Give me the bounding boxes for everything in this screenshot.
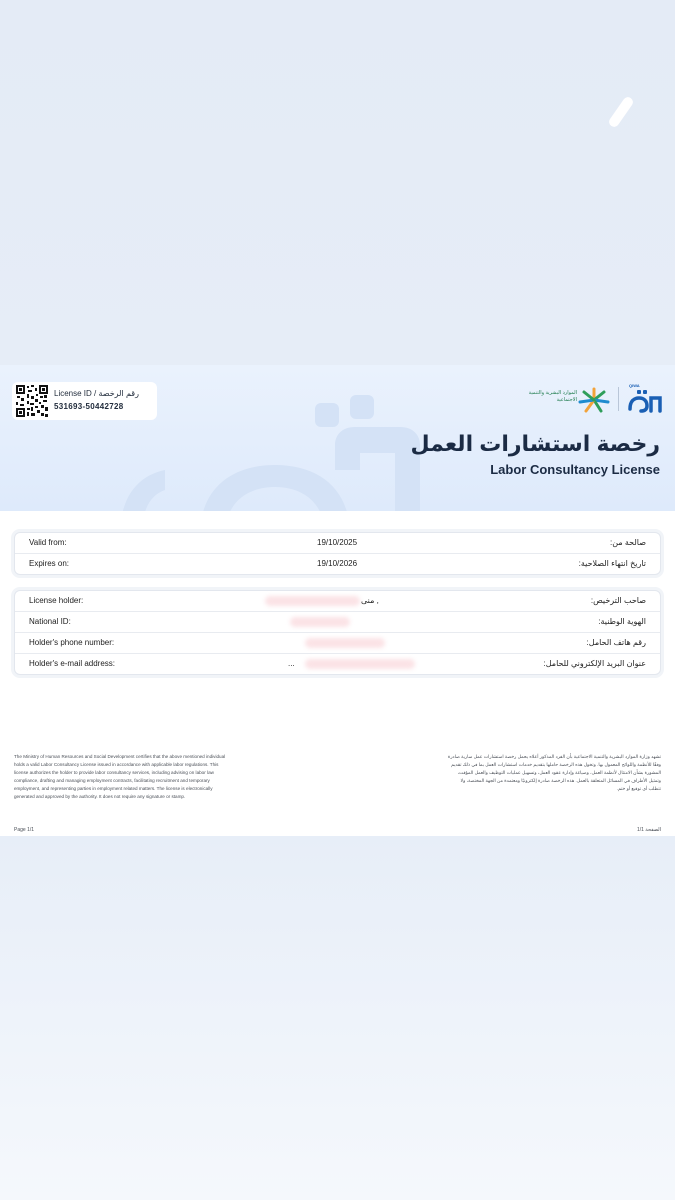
redaction-blur	[290, 617, 350, 627]
bottom-background	[0, 836, 675, 1200]
row-value: 19/10/2026	[317, 559, 358, 568]
license-id-value: 531693-50442728	[54, 402, 124, 411]
footer-text-english: The Ministry of Human Resources and Social Development certifies that the above mentioned individual holds a valid Labor Consultancy License issued in accordance with applicable labor regulations. This license authorizes the holder to provide labor consultancy services, including advising on labor law compliance, drafting and managing employment contracts, facilitating recruitment and temporary employment, and representing parties in employment related matters. The license is electronically generated and approved by the authority. It does not require any signature or stamp.	[14, 754, 226, 799]
slash-mark	[607, 95, 635, 129]
row-label-ar: رقم هاتف الحامل:	[586, 638, 646, 647]
qiwa-label: QIWA	[629, 383, 640, 388]
qiwa-logo-icon	[627, 389, 663, 413]
title-english: Labor Consultancy License	[490, 462, 660, 477]
table-row	[15, 633, 660, 654]
top-background	[0, 0, 675, 365]
row-label-ar: الهوية الوطنية:	[598, 617, 646, 626]
qiwa-watermark-icon	[110, 395, 430, 511]
license-sheet	[0, 511, 675, 836]
logo-divider	[618, 387, 619, 411]
row-value: ...	[288, 659, 295, 668]
table-row	[15, 591, 660, 612]
license-id-label: License ID / رقم الرخصة	[54, 389, 139, 398]
table-row	[15, 654, 660, 674]
table-row	[15, 612, 660, 633]
license-header	[0, 365, 675, 511]
row-value: منى ,	[361, 596, 379, 605]
holder-table	[14, 590, 661, 675]
row-label-en: National ID:	[29, 617, 71, 626]
page-number-english: Page 1/1	[14, 827, 35, 833]
row-label-en: Expires on:	[29, 559, 70, 568]
footer-text-arabic: تشهد وزارة الموارد البشرية والتنمية الاجتماعية بأن الفرد المذكور أعلاه يحمل رخصة استشارات عمل سارية صادرة وفقًا للأنظمة واللوائح المعمول بها. وتخول هذه الرخصة حاملها بتقديم خدمات استشارات العمل بما في ذلك تقديم المشورة بشأن الامتثال لأنظمة العمل، وصياغة وإدارة عقود العمل، وتسهيل عمليات التوظيف والعمل المؤقت، وتمثيل الأطراف في المسائل المتعلقة بالعمل. هذه الرخصة صادرة إلكترونيًا ومعتمدة من الجهة المختصة، ولا تتطلب أي توقيع أو ختم.	[447, 754, 661, 791]
hrsd-logo-icon	[577, 387, 611, 413]
row-label-en: Holder's phone number:	[29, 638, 115, 647]
qr-code-icon[interactable]	[16, 385, 48, 417]
logo-area	[515, 383, 665, 415]
row-label-ar: تاريخ انتهاء الصلاحية:	[578, 559, 646, 568]
row-label-ar: صاحب الترخيص:	[590, 596, 646, 605]
table-row	[15, 554, 660, 574]
row-label-en: License holder:	[29, 596, 84, 605]
row-label-ar: صالحة من:	[610, 538, 646, 547]
row-label-en: Valid from:	[29, 538, 67, 547]
row-label-en: Holder's e-mail address:	[29, 659, 116, 668]
table-row	[15, 533, 660, 554]
redaction-blur	[305, 659, 415, 669]
redaction-blur	[305, 638, 385, 648]
hrsd-logo-text: الموارد البشرية والتنمية الاجتماعية	[528, 390, 577, 403]
row-label-ar: عنوان البريد الإلكتروني للحامل:	[543, 659, 646, 668]
page-number-arabic: الصفحة 1/1	[636, 827, 661, 833]
redaction-blur	[265, 596, 360, 606]
title-arabic: رخصة استشارات العمل	[410, 431, 660, 456]
validity-table	[14, 532, 661, 575]
license-id-card	[12, 382, 157, 420]
row-value: 19/10/2025	[317, 538, 358, 547]
